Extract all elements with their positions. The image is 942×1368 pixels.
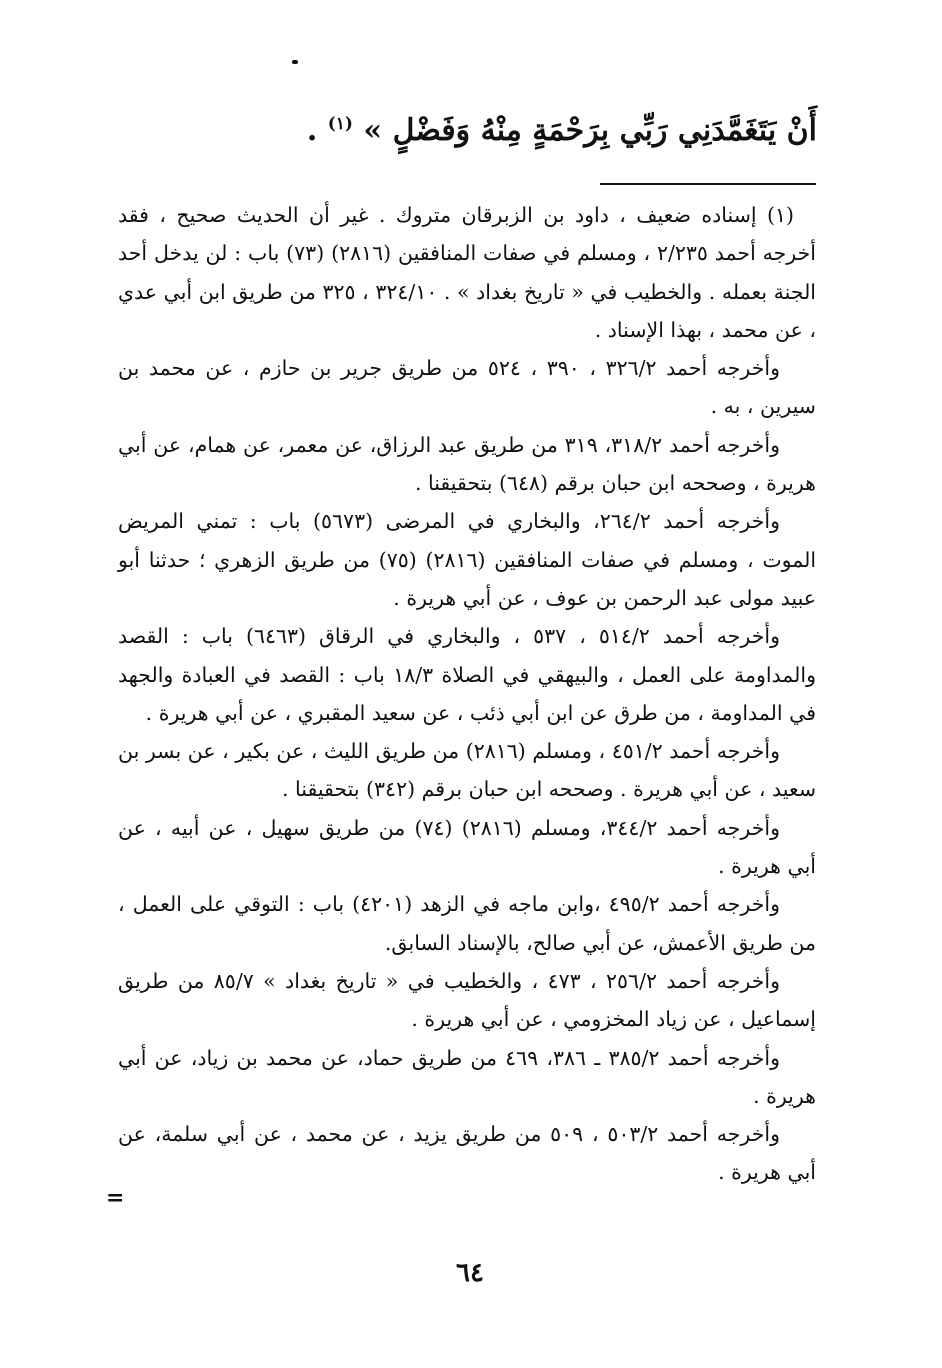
footnote-paragraph: وأخرجه أحمد ٥١٤/٢ ، ٥٣٧ ، والبخاري في الرقاق (٦٤٦٣) باب : القصد والمداومة على العمل ، والبيهقي في الصلاة ١٨/٣ باب : القصد في العبادة والجهد في المداومة ، من طرق عن ابن أبي ذئب ، عن سعيد المقبري ، عن أبي هريرة . — [118, 624, 816, 725]
main-text: أَنْ يَتَغَمَّدَنِي رَبِّي بِرَحْمَةٍ مِنْهُ وَفَضْلٍ » — [363, 113, 817, 148]
footnote-paragraph: (١) إسناده ضعيف ، داود بن الزبرقان متروك . غير أن الحديث صحيح ، فقد أخرجه أحمد ٢/٢٣٥ ، ومسلم في صفات المنافقين (٢٨١٦) (٧٣) باب : لن يدخل أحد الجنة بعمله . والخطيب في « تاريخ بغداد » . ٣٢٤/١٠ ، ٣٢٥ من طريق ابن أبي عدي ، عن محمد ، بهذا الإسناد . — [118, 203, 817, 342]
footnote-paragraph: وأخرجه أحمد ٣١٨/٢، ٣١٩ من طريق عبد الرزاق، عن معمر، عن همام، عن أبي هريرة ، وصححه ابن حبان برقم (٦٤٨) بتحقيقنا . — [118, 432, 816, 496]
footnote-paragraph: وأخرجه أحمد ٢٦٤/٢، والبخاري في المرضى (٥٦٧٣) باب : تمني المريض الموت ، ومسلم في صفات المنافقين (٢٨١٦) (٧٥) من طريق الزهري ؛ حدثنا أبو عبيد مولى عبد الرحمن بن عوف ، عن أبي هريرة . — [118, 509, 817, 610]
footnote-paragraph: وأخرجه أحمد ٢٥٦/٢ ، ٤٧٣ ، والخطيب في « تاريخ بغداد » ٨٥/٧ من طريق إسماعيل ، عن زياد المخزومي ، عن أبي هريرة . — [118, 968, 816, 1032]
footnote-paragraph: وأخرجه أحمد ٤٩٥/٢ ،وابن ماجه في الزهد (٤٢٠١) باب : التوقي على العمل ، من طريق الأعمش، عن أبي صالح، بالإسناد السابق. — [118, 892, 816, 955]
footnote-paragraph: وأخرجه أحمد ٥٠٣/٢ ، ٥٠٩ من طريق يزيد ، عن محمد ، عن أبي سلمة، عن أبي هريرة . — [118, 1122, 816, 1185]
footnotes — [118, 196, 816, 1192]
page-number: ٦٤ — [456, 1258, 484, 1288]
footnote-paragraph: وأخرجه أحمد ٣٤٤/٢، ومسلم (٢٨١٦) (٧٤) من طريق سهيل ، عن أبيه ، عن أبي هريرة . — [118, 815, 816, 879]
main-text-end: . — [306, 113, 328, 148]
footnote-paragraph: وأخرجه أحمد ٣٨٥/٢ ـ ٣٨٦، ٤٦٩ من طريق حماد، عن محمد بن زياد، عن أبي هريرة . — [118, 1045, 816, 1108]
footnote-separator — [600, 183, 816, 185]
footnote-paragraph: وأخرجه أحمد ٣٢٦/٢ ، ٣٩٠ ، ٥٢٤ من طريق جرير بن حازم ، عن محمد بن سيرين ، به . — [118, 356, 816, 419]
main-text-line — [117, 100, 817, 155]
continuation-mark: = — [106, 1185, 125, 1211]
footnote-paragraph: وأخرجه أحمد ٤٥١/٢ ، ومسلم (٢٨١٦) من طريق الليث ، عن بكير ، عن بسر بن سعيد ، عن أبي هريرة . وصححه ابن حبان برقم (٣٤٢) بتحقيقنا . — [118, 739, 816, 802]
footnote-reference: (١) — [327, 114, 353, 134]
ink-dot — [292, 60, 298, 64]
